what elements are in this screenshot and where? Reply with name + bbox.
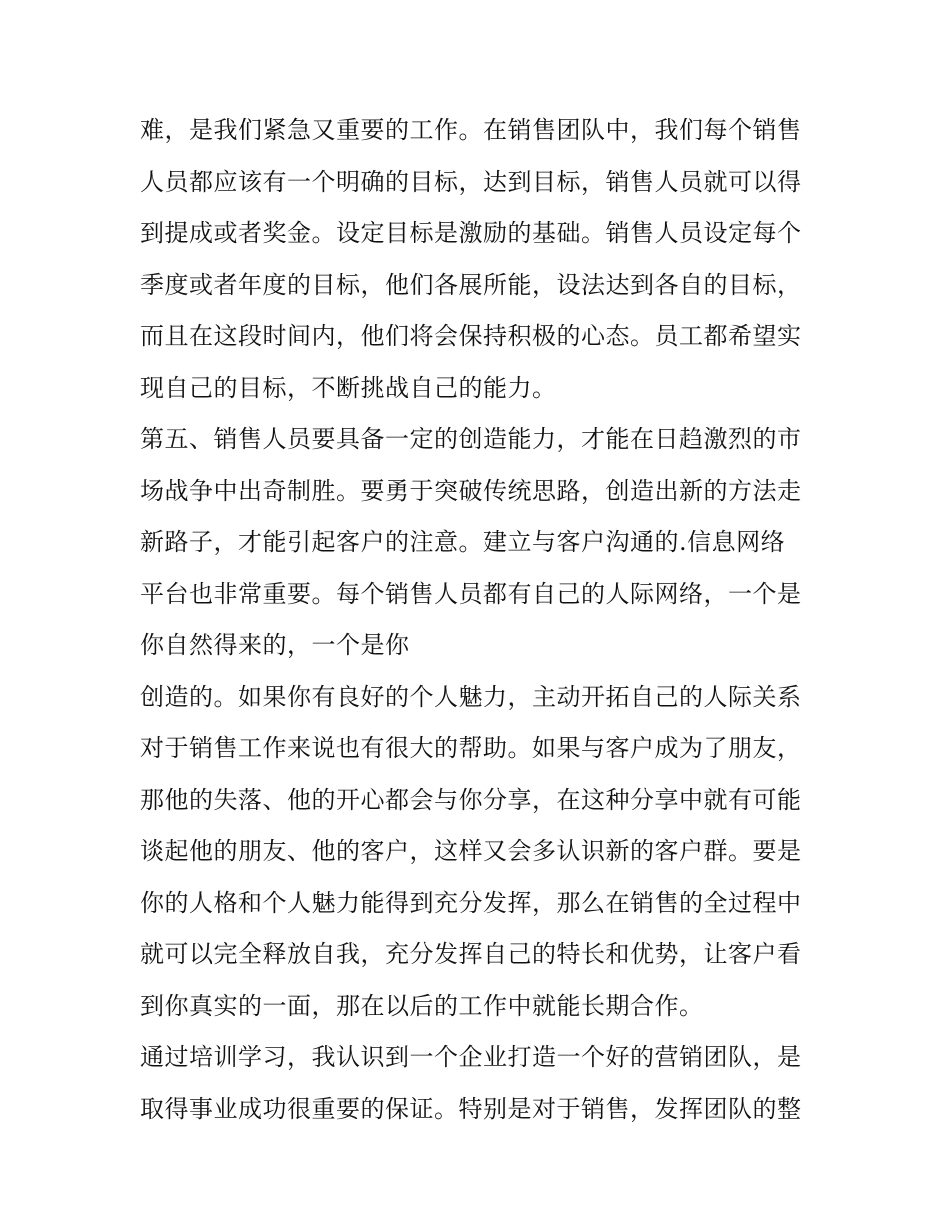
text-line: 第五、销售人员要具备一定的创造能力，才能在日趋激烈的市	[140, 425, 802, 453]
document-body	[140, 105, 820, 1135]
text-line: 现自己的目标，不断挑战自己的能力。	[140, 373, 557, 402]
text-line: 平台也非常重要。每个销售人员都有自己的人际网络，一个是	[140, 579, 802, 608]
text-line: 新路子，才能引起客户的注意。建立与客户沟通的.信息网络	[140, 528, 786, 556]
text-line: 创造的。如果你有良好的个人魅力，主动开拓自己的人际关系	[140, 682, 802, 711]
text-line: 对于销售工作来说也有很大的帮助。如果与客户成为了朋友，	[140, 734, 802, 762]
text-line: 季度或者年度的目标，他们各展所能，设法达到各自的目标，	[140, 270, 802, 299]
text-line: 人员都应该有一个明确的目标，达到目标，销售人员就可以得	[140, 167, 802, 196]
text-line: 那他的失落、他的开心都会与你分享，在这种分享中就有可能	[140, 785, 802, 814]
text-line: 到提成或者奖金。设定目标是激励的基础。销售人员设定每个	[140, 219, 802, 247]
text-line: 就可以完全释放自我，充分发挥自己的特长和优势，让客户看	[140, 940, 802, 968]
text-line: 而且在这段时间内，他们将会保持积极的心态。员工都希望实	[140, 322, 802, 350]
text-line: 到你真实的一面，那在以后的工作中就能长期合作。	[140, 991, 704, 1020]
text-line: 你自然得来的，一个是你	[140, 631, 410, 659]
text-line: 谈起他的朋友、他的客户，这样又会多认识新的客户群。要是	[140, 837, 802, 865]
text-line: 取得事业成功很重要的保证。特别是对于销售，发挥团队的整	[140, 1094, 802, 1123]
text-line: 通过培训学习，我认识到一个企业打造一个好的营销团队，是	[140, 1043, 802, 1071]
text-line: 场战争中出奇制胜。要勇于突破传统思路，创造出新的方法走	[140, 476, 802, 505]
text-line: 难，是我们紧急又重要的工作。在销售团队中，我们每个销售	[140, 116, 802, 144]
text-line: 你的人格和个人魅力能得到充分发挥，那么在销售的全过程中	[140, 888, 802, 917]
